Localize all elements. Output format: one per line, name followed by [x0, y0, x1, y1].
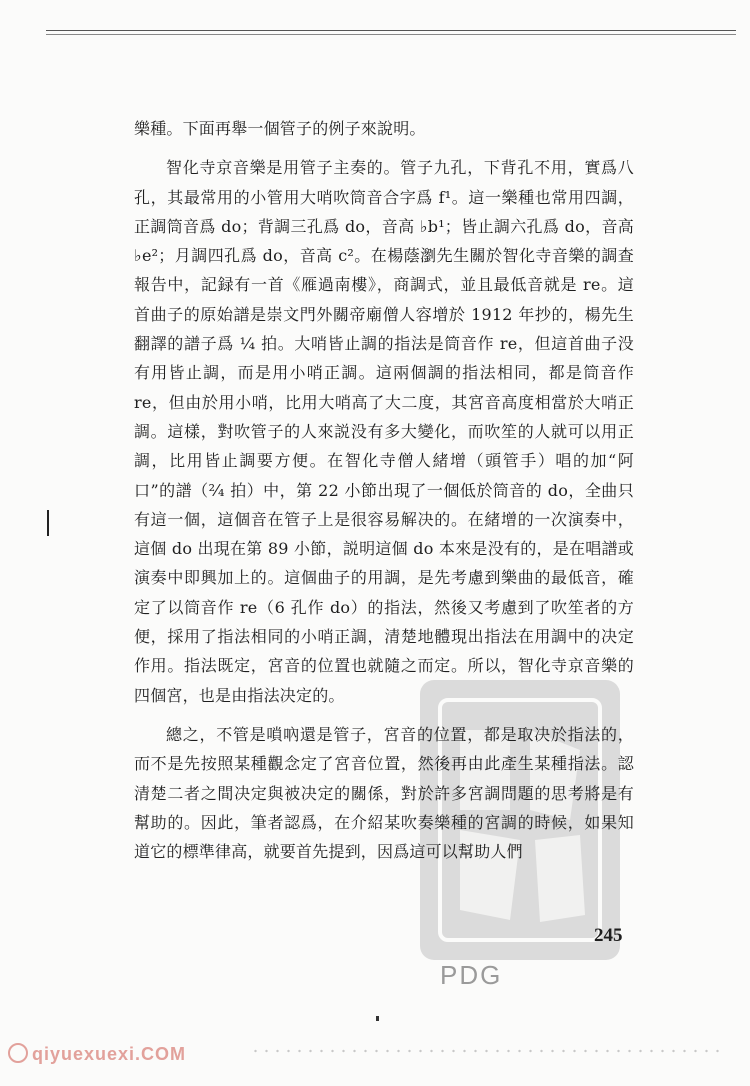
scan-speck — [376, 1016, 379, 1021]
continuation-paragraph: 樂種。下面再舉一個管子的例子來說明。 — [134, 119, 426, 138]
header-rule-secondary — [46, 34, 736, 35]
body-paragraph: 總之，不管是嗩吶還是管子，宮音的位置，都是取决於指法的，而不是先按照某種觀念定了宮音位置，然後再由此產生某種指法。認清楚二者之間决定與被决定的關係，對於許多宮調問題的思考將是有幫助的。因此，筆者認爲，在介紹某吹奏樂種的宮調的時候，如果知道它的標準律高，就要首先提到，因爲這可以幫助人們 — [134, 724, 634, 862]
site-watermark — [8, 1043, 186, 1065]
header-rule — [46, 30, 736, 31]
seal-watermark-text: PDG — [440, 960, 503, 990]
page-body — [134, 114, 634, 876]
watermark-logo-icon — [8, 1043, 28, 1063]
footer-dotted-line — [250, 1044, 720, 1058]
body-paragraph: 智化寺京音樂是用管子主奏的。管子九孔，下背孔不用，實爲八孔，其最常用的小管用大哨吹筒音合字爲 f¹。這一樂種也常用四調，正調筒音爲 do；背調三孔爲 do，音高 ♭b¹；皆止調六孔爲 do，音高 ♭e²；月調四孔爲 do，音高 c²。在楊蔭瀏先生關於智化寺音樂的調查報告中，記録有一首《雁過南樓》，商調式，並且最低音就是 re。這首曲子的原始譜是崇文門外關帝廟僧人容增於 1912 年抄的，楊先生翻譯的譜子爲 ¼ 拍。大哨皆止調的指法是筒音作 re，但這首曲子没有用皆止調，而是用小哨正調。這兩個調的指法相同，都是筒音作 re，但由於用小哨，比用大哨高了大二度，其宮音高度相當於大哨正調。這樣，對吹管子的人來説没有多大變化，而吹笙的人就可以用正調，比用皆止調要方便。在智化寺僧人緒增（頭管手）唱的加“阿口”的譜（²⁄₄ 拍）中，第 22 小節出現了一個低於筒音的 do，全曲只有這一個，這個音在管子上是很容易解决的。在緒增的一次演奏中，這個 do 出現在第 89 小節，説明這個 do 本來是没有的，是在唱譜或演奏中即興加上的。這個曲子的用調，是先考慮到樂曲的最低音，確定了以筒音作 re（6 孔作 do）的指法，然後又考慮到了吹笙者的方便，採用了指法相同的小哨正調，清楚地體現出指法在用調中的决定作用。指法既定，宮音的位置也就隨之而定。所以，智化寺京音樂的四個宮，也是由指法决定的。 — [134, 158, 634, 705]
margin-mark — [47, 510, 49, 536]
page-number: 245 — [594, 925, 623, 946]
site-watermark-text: qiyuexuexi.COM — [32, 1044, 187, 1064]
